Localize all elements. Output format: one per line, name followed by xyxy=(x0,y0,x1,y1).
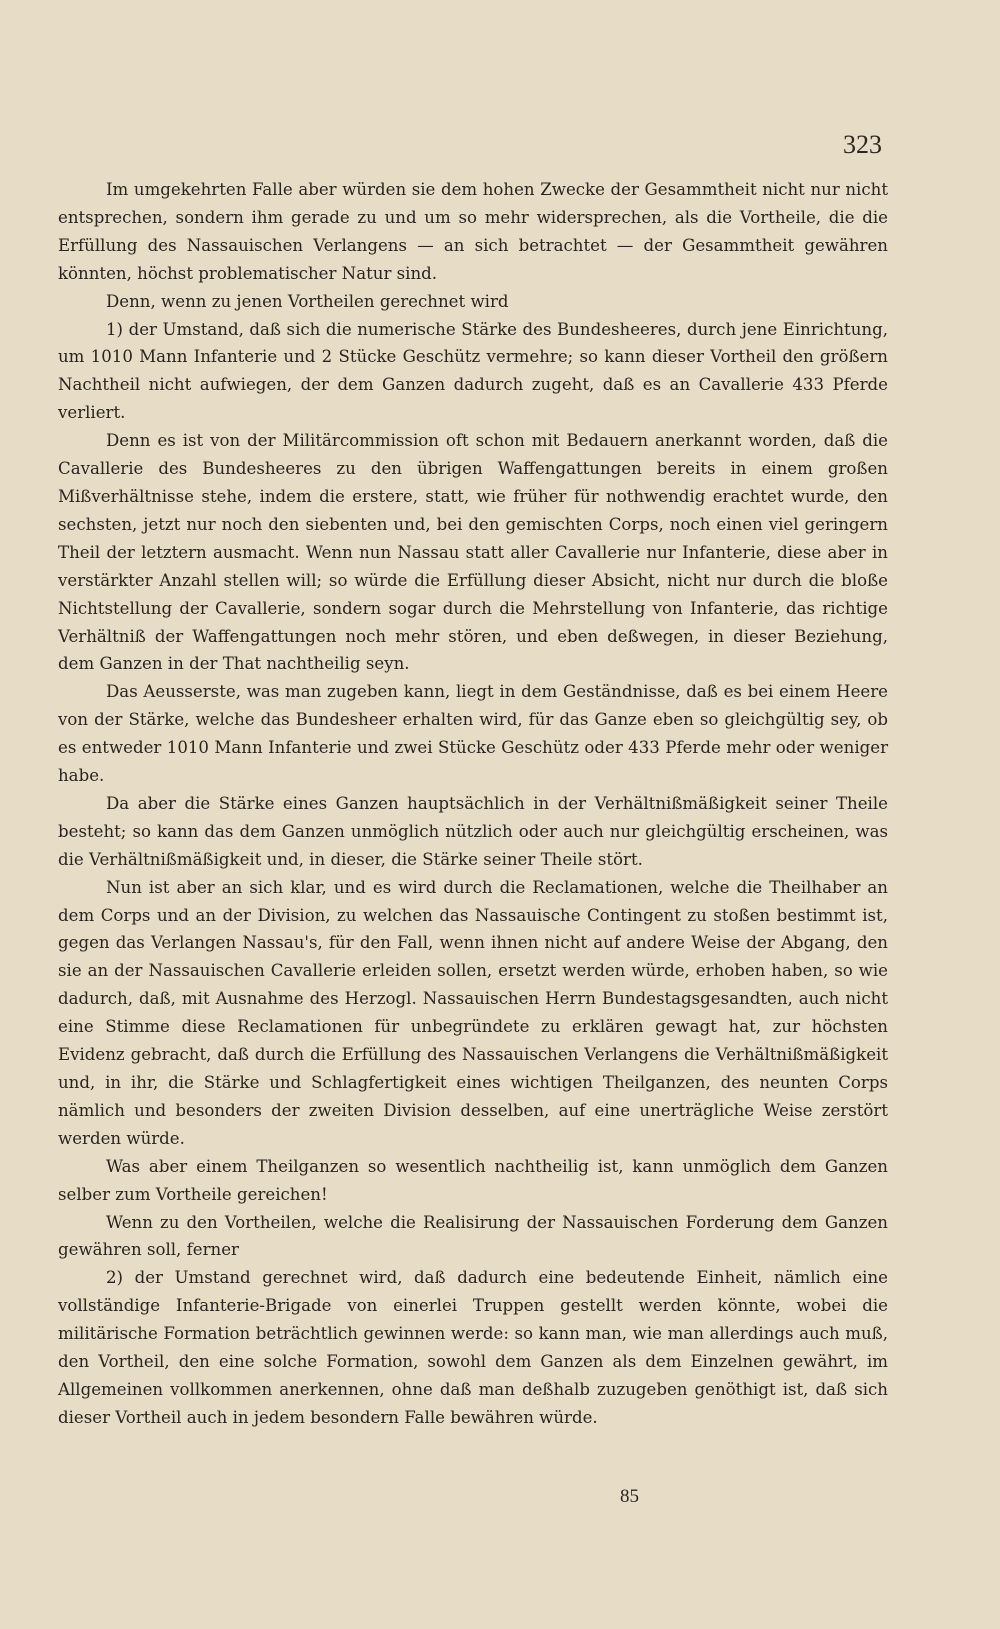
paragraph: Im umgekehrten Falle aber würden sie dem hohen Zwecke der Gesammtheit nicht nur nicht entsprechen, sondern ihm gerade zu und um so mehr widersprechen, als die Vortheile, die die Erfüllung des Nassauischen Verlangens — an sich betrachtet — der Gesammtheit gewähren könnten, höchst problematischer Natur sind. xyxy=(58,180,888,283)
body-text xyxy=(58,176,888,1432)
paragraph: Denn es ist von der Militärcommission oft schon mit Bedauern anerkannt worden, daß die Cavallerie des Bundesheeres zu den übrigen Waffengattungen bereits in einem großen Mißverhältnisse stehe, indem die erstere, statt, wie früher für nothwendig erachtet wurde, den sechsten, jetzt nur noch den siebenten und, bei den gemischten Corps, noch einen viel geringern Theil der letztern ausmacht. Wenn nun Nassau statt aller Cavallerie nur Infanterie, diese aber in verstärkter Anzahl stellen will; so würde die Erfüllung dieser Absicht, nicht nur durch die bloße Nichtstellung der Cavallerie, sondern sogar durch die Mehrstellung von Infanterie, das richtige Verhältniß der Waffengattungen noch mehr stören, und eben deßwegen, in dieser Beziehung, dem Ganzen in der That nachtheilig seyn. xyxy=(58,431,888,674)
paragraph: 1) der Umstand, daß sich die numerische Stärke des Bundesheeres, durch jene Einrichtung, um 1010 Mann Infanterie und 2 Stücke Geschütz vermehre; so kann dieser Vortheil den größern Nachtheil nicht aufwiegen, der dem Ganzen dadurch zugeht, daß es an Cavallerie 433 Pferde verliert. xyxy=(58,319,888,423)
paragraph: Denn, wenn zu jenen Vortheilen gerechnet wird xyxy=(106,291,509,311)
paragraph: Da aber die Stärke eines Ganzen hauptsächlich in der Verhältnißmäßigkeit seiner Theile besteht; so kann das dem Ganzen unmöglich nützlich oder auch nur gleichgültig erscheinen, was die Verhältnißmäßigkeit und, in dieser, die Stärke seiner Theile stört. xyxy=(58,793,888,869)
paragraph: Das Aeusserste, was man zugeben kann, liegt in dem Geständnisse, daß es bei einem Heere von der Stärke, welche das Bundesheer erhalten wird, für das Ganze eben so gleichgültig sey, ob es entweder 1010 Mann Infanterie und zwei Stücke Geschütz oder 433 Pferde mehr oder weniger habe. xyxy=(58,682,888,786)
paragraph: Was aber einem Theilganzen so wesentlich nachtheilig ist, kann unmöglich dem Ganzen selber zum Vortheile gereichen! xyxy=(58,1156,888,1204)
paragraph: Nun ist aber an sich klar, und es wird durch die Reclamationen, welche die Theilhaber an dem Corps und an der Division, zu welchen das Nassauische Contingent zu stoßen bestimmt ist, gegen das Verlangen Nassau's, für den Fall, wenn ihnen nicht auf andere Weise der Abgang, den sie an der Nassauischen Cavallerie erleiden sollen, ersetzt werden würde, erhoben haben, so wie dadurch, daß, mit Ausnahme des Herzogl. Nassauischen Herrn Bundestagsgesandten, auch nicht eine Stimme diese Reclamationen für unbegründete zu erklären gewagt hat, zur höchsten Evidenz gebracht, daß durch die Erfüllung des Nassauischen Verlangens die Verhältnißmäßigkeit und, in ihr, die Stärke und Schlagfertigkeit eines wichtigen Theilganzen, des neunten Corps nämlich und besonders der zweiten Division desselben, auf eine unerträgliche Weise zerstört werden würde. xyxy=(58,877,888,1148)
paragraph: Wenn zu den Vortheilen, welche die Realisirung der Nassauischen Forderung dem Ganzen gewähren soll, ferner xyxy=(58,1212,888,1260)
paragraph: 2) der Umstand gerechnet wird, daß dadurch eine bedeutende Einheit, nämlich eine vollständige Infanterie-Brigade von einerlei Truppen gestellt werden könnte, wobei die militärische Formation beträchtlich gewinnen werde: so kann man, wie man allerdings auch muß, den Vortheil, den eine solche Formation, sowohl dem Ganzen als dem Einzelnen gewährt, im Allgemeinen vollkommen anerkennen, ohne daß man deßhalb zuzugeben genöthigt ist, daß sich dieser Vortheil auch in jedem besondern Falle bewähren würde. xyxy=(58,1268,888,1427)
signature-mark: 85 xyxy=(620,1486,639,1507)
page-number: 323 xyxy=(843,130,882,159)
